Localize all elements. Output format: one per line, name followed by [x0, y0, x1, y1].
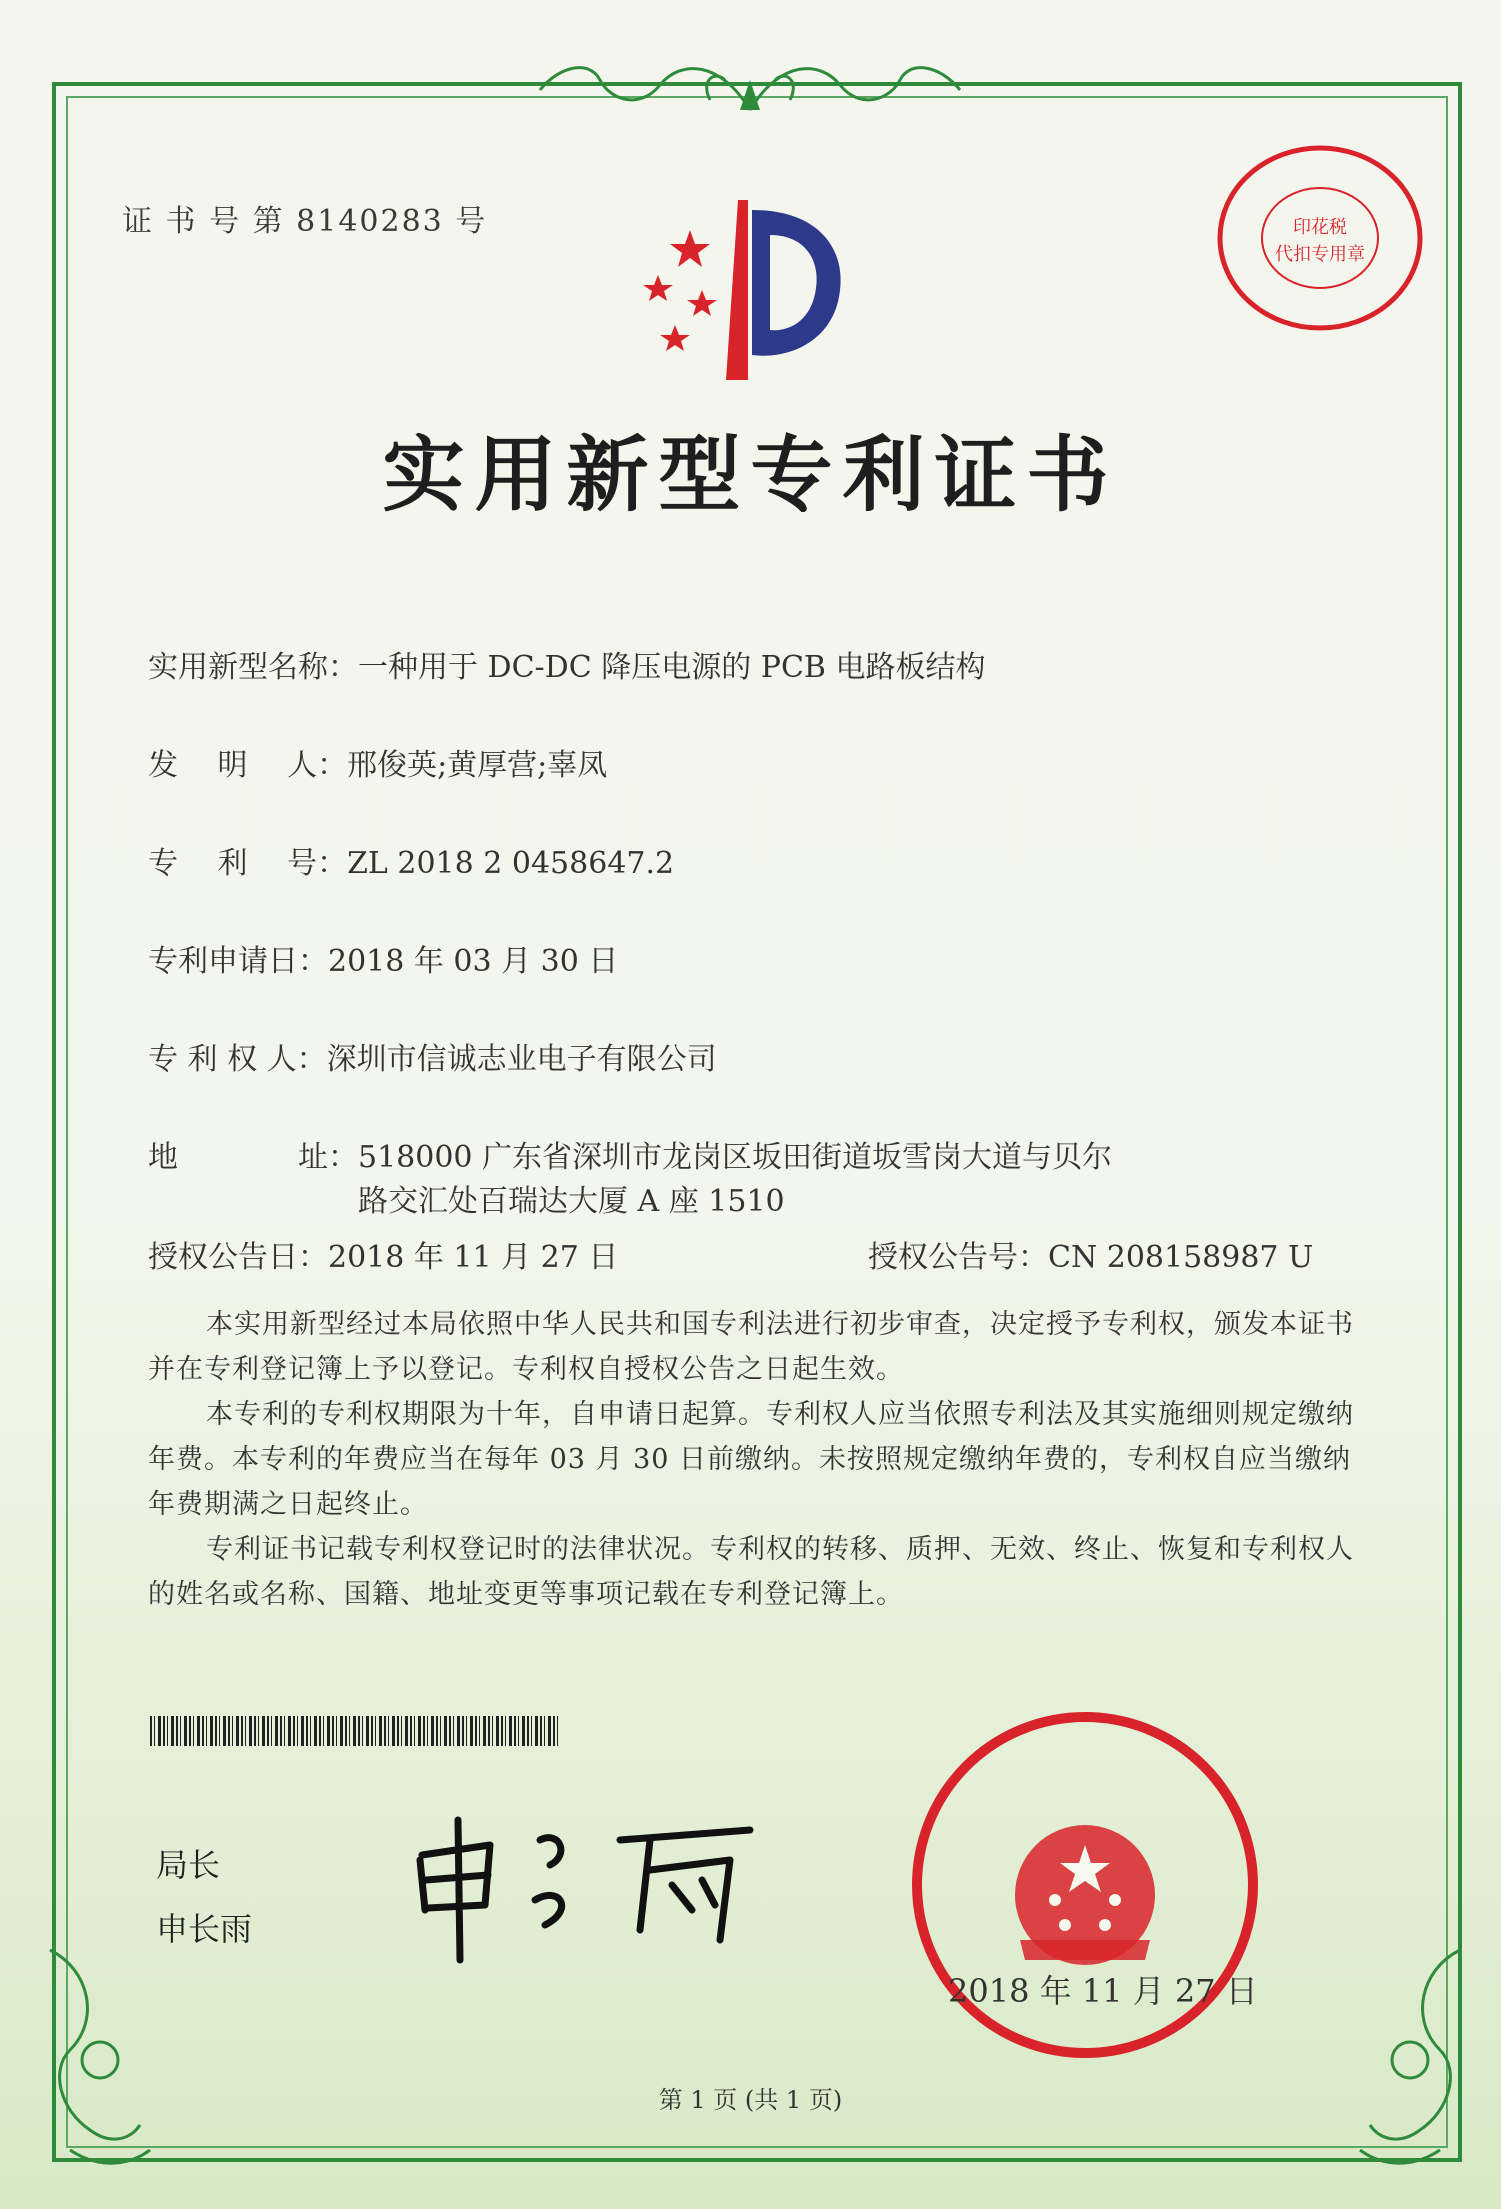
field-value: 518000 广东省深圳市龙岗区坂田街道坂雪岗大道与贝尔	[358, 1140, 1113, 1175]
handwritten-signature	[410, 1800, 770, 1970]
field-address-line2: 路交汇处百瑞达大厦 A 座 1510	[358, 1184, 785, 1219]
field-filing-date	[148, 936, 618, 980]
field-label: 专 利 号：	[148, 846, 348, 881]
body-paragraph: 本实用新型经过本局依照中华人民共和国专利法进行初步审查，决定授予专利权，颁发本证书并在专利登记簿上予以登记。专利权自授权公告之日起生效。	[148, 1309, 1354, 1385]
corner-ornament-right-icon	[1340, 1930, 1480, 2180]
field-value: 深圳市信诚志业电子有限公司	[326, 1042, 717, 1077]
field-value: 邢俊英;黄厚营;辜凤	[347, 748, 608, 783]
field-utility-model-name	[148, 642, 985, 686]
certificate-title: 实用新型专利证书	[382, 428, 1119, 523]
field-value: 2018 年 03 月 30 日	[328, 944, 619, 979]
body-paragraph: 专利证书记载专利权登记时的法律状况。专利权的转移、质押、无效、终止、恢复和专利权人的姓名或名称、国籍、地址变更等事项记载在专利登记簿上。	[148, 1534, 1354, 1610]
cnipa-logo-icon	[630, 190, 890, 390]
field-value: 2018 年 11 月 27 日	[328, 1240, 619, 1275]
field-patent-number	[148, 838, 674, 882]
field-label: 地 址：	[148, 1140, 358, 1175]
svg-text:代扣专用章: 代扣专用章	[1275, 244, 1365, 265]
body-paragraph: 本专利的专利权期限为十年，自申请日起算。专利权人应当依照专利法及其实施细则规定缴纳年费。本专利的年费应当在每年 03 月 30 日前缴纳。未按照规定缴纳年费的，专利权自应当缴纳年费期满之日起终止。	[148, 1399, 1354, 1520]
tax-stamp	[1210, 138, 1430, 338]
svg-text:印花税: 印花税	[1293, 217, 1347, 238]
barcode	[150, 1716, 560, 1746]
field-label: 授权公告日：	[148, 1240, 328, 1275]
field-label: 发 明 人：	[148, 748, 348, 783]
field-address	[148, 1132, 1112, 1176]
field-grant-number	[868, 1232, 1313, 1276]
corner-ornament-left-icon	[30, 1930, 170, 2180]
top-ornament	[510, 40, 990, 130]
field-inventor	[148, 740, 607, 784]
director-name: 申长雨	[156, 1910, 253, 1948]
field-patentee	[148, 1034, 717, 1078]
field-grant-date	[148, 1232, 618, 1276]
certificate-number: 证 书 号 第 8140283 号	[122, 204, 488, 239]
field-label: 实用新型名称：	[148, 650, 358, 685]
certificate-body	[148, 1302, 1378, 1617]
field-label: 专利申请日：	[148, 944, 328, 979]
page-number: 第 1 页 (共 1 页)	[658, 2086, 843, 2114]
director-title: 局长	[156, 1846, 221, 1884]
field-value: CN 208158987 U	[1048, 1240, 1314, 1275]
field-label: 专 利 权 人：	[148, 1042, 327, 1077]
field-label: 授权公告号：	[868, 1240, 1048, 1275]
field-value: 一种用于 DC-DC 降压电源的 PCB 电路板结构	[358, 650, 986, 685]
stamp-date: 2018 年 11 月 27 日	[948, 1972, 1258, 2010]
field-value: ZL 2018 2 0458647.2	[347, 846, 675, 881]
